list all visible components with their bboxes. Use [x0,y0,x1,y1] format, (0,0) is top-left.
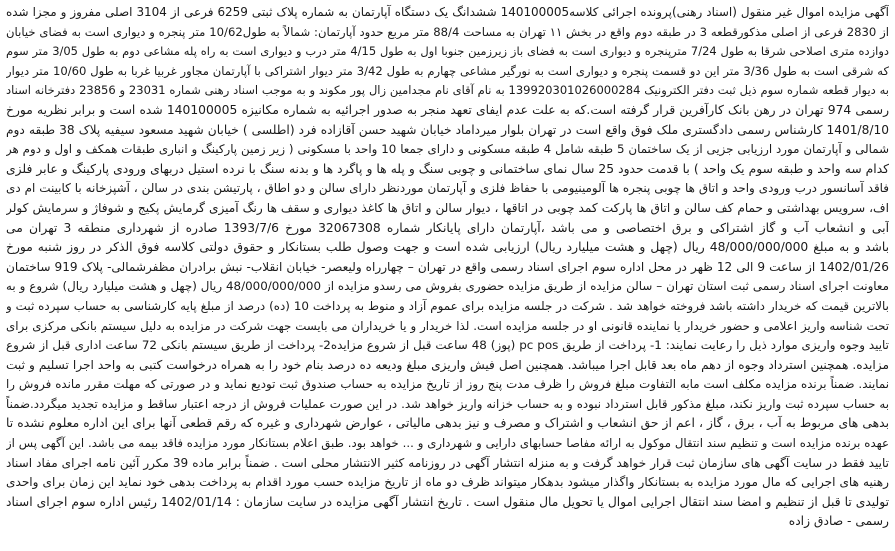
notice-line-13: باشد و به مبلغ 48/000/000/000 ریال (چهل و هشت میلیارد ریال) ارزیابی شده است و جهت وصول طلب بستانکار و حقوق دولتی کلاسه فوق الذکر در روز شنبه مورخ [6,240,889,255]
notice-line-14: 1402/01/26 از ساعت 9 الی 12 ظهر در محل اداره سوم اجرای اسناد رسمی واقع در تهران – چهارراه ولیعصر- خیابان انقلاب- نبش برادران مظفرشمالی- پلاک 919 ساختمان [6,259,889,274]
notice-line-26: تولیدی تا قبل از تنظیم و امضا سند انتقال اجرایی اموال یا تحویل مال منقول است . تاریخ انتشار آگهی مزایده در سایت سازمان : 1402/01/14 رئیس اداره سوم اجرای اسناد [6,494,889,509]
notice-line-15: معاونت اجرای اسناد رسمی ثبت استان تهران – سالن مزایده از طریق مزایده حضوری بفروش می رسدو مزایده از 48/000/000/000 ریال (چهل و هشت میلیارد ریال) شروع و به [6,279,889,294]
notice-line-1: آگهی مزایده اموال غیر منقول (اسناد رهنی)پرونده اجرائی کلاسه140100005 ششدانگ یک دستگاه آپارتمان به شماره پلاک ثبتی 6259 فرعی از 3104 اصلی مفروز و مجزا شده [6,5,889,19]
notice-line-23: عهده برنده مزایده است و تنظیم سند انتقال موکول به ارائه مفاصا حسابهای دارایی و شهرداری و ... خواهد بود. طبق اعلام بستانکار مورد مزایده فاقد بیمه می باشد. این آگهی پس از [6,436,889,451]
notice-line-10: فاقد آسانسور درب ورودی واحد و اتاق ها چوبی پنجره ها آلومینیومی با حفاظ فلزی و آپارتمان موردنظر دارای سالن و دو اطاق ، پارتیشن بندی در سالن ، آشپزخانه با کابینت ام دی [6,181,889,196]
notice-line-16: بالاترین قیمت که خریدار داشته باشد فروخته خواهد شد . شرکت در جلسه مزایده برای عموم آزاد و منوط به پرداخت 10 (ده) درصد از مبلغ پایه کارشناسی به حساب سپرده ثبت و [6,298,889,313]
notice-line-5: به دیوار قطعه شماره سوم ذیل ثبت دفتر الکترونیک 139920301026000284 به نام آقای نام مجدامین زال پور مکوند و به موجب اسناد رهنی شماره 23031 و 23856 دفترخانه اسناد [6,83,889,98]
notice-line-20: نمایند. ضمناً برنده مزایده مکلف است مابه التفاوت مبلغ فروش را ظرف مدت پنج روز از تاریخ مزایده به حساب صندوق ثبت تودیع نماید و در صورتی که مهلت مقرر مانده فروش را [6,377,889,392]
notice-line-19: مزایده. همچنین استرداد وجوه از دهم ماه بعد قابل اجرا میباشد. همچنین اصل فیش واریزی مبلغ ودیعه ده درصد بنام خود را به همراه درخواست کتبی به واحد اجرا تسلیم و ثبت [6,357,889,372]
notice-line-7: 1401/8/10 کارشناس رسمی دادگستری ملک فوق واقع است در تهران بلوار میرداماد خیابان شهید حسن آقازاده فرد (اطلسی ) خیابان شهید مسعود سیفیه پلاک 38 طبقه دوم [6,122,889,137]
notice-line-25: رهنیه های اجرایی که مال مورد مزایده به بستانکار واگذار میشود بدهکار میتواند ظرف دو ماه از تاریخ مزایده حسب مورد اقدام به پرداخت بدهی خود نماید این زمان برای واحدی [6,475,889,490]
notice-line-11: اف، سرویس بهداشتی و حمام کف سالن و اتاق ها پارکت کمد چوبی در اتاقها ، دیوار سالن و اتاق ها کاغذ دیواری و سقف ها رنگ آمیزی گرمایش پکیج و شوفاژ و سرمایش کولر [6,200,889,215]
notice-line-24: تایید فقط در سایت آگهی های سازمان ثبت قرار خواهد گرفت و به منزله انتشار آگهی در روزنامه کثیر الانتشار محلی است . ضمناً برابر ماده 39 مکرر آئین نامه اجرای مفاد اسناد [6,455,889,470]
notice-line-9: کدام سه واحد و طبقه سوم یک واحد ) با قدمت حدود 25 سال نمای ساختمانی و چوبی سنگ و پله ها و پاگرد ها و بدنه سنگ با نرده استیل دربهای ورودی پارکینگ و عابر فلزی [6,161,889,176]
notice-line-6: رسمی 974 تهران در رهن بانک کارآفرین قرار گرفته است.که به علت عدم ایفای تعهد منجر به صدور اجرائیه به شماره مکانیزه 140100005 شده است و برابر نظریه مورخ [6,102,889,117]
notice-line-12: آبی و انشعاب آب و گاز اشتراکی و برق اختصاصی و می باشد ،آپارتمان دارای پایانکار شماره 32067308 مورخ 1393/7/6 صادره از شهرداری منطقه 3 تهران می [6,220,889,235]
notice-line-21: به حساب سپرده ثبت واریز نکند، مبلغ مذکور قابل استرداد نبوده و به حساب خزانه واریز خواهد شد. در این صورت عملیات فروش از درجه اعتبار ساقط و مزایده تجدید میگردد.ضمناً [6,396,889,411]
notice-line-18: تایید وجوه واریزی موارد ذیل را رعایت نمایند: 1- پرداخت از طریق pc pos (پوز) 48 ساعت قبل از شروع مزایده2- پرداخت از طریق سیستم بانکی 72 ساعت اداری قبل از شروع [6,338,889,353]
notice-line-2: از 2830 فرعی از اصلی مذکورقطعه 3 در طبقه دوم واقع در بخش ۱۱ تهران به مساحت 88/4 متر مربع حدود آپارتمان: شمالاً به طول10/62 متر پنجره و دیواری است به فضای خیابان [6,24,889,39]
notice-line-8: شمالی و آپارتمان مورد ارزیابی جزیی از یک ساختمان 5 طبقه شامل 4 طبقه مسکونی و دارای جمعا 10 واحد با مسکونی ( زیر زمین پارکینگ و انباری طبقات همکف و اول و دوم هر [6,142,889,157]
notice-line-27-signature: رسمی - صادق زاده [788,514,889,529]
notice-line-4: که شرقی است به طول 3/36 متر این دو قسمت پنجره و دیواری است به نورگیر مشاعی چهارم به طول 3/42 متر دیوار اشتراکی با آپارتمان مجاور غربیا غربا به طول 10/60 متر دیوار [6,63,889,78]
notice-line-22: بدهی های مربوط به آب ، برق ، گاز ، اعم از حق انشعاب و اشتراک و مصرف و نیز بدهی مالیاتی ، عوارض شهرداری و غیره که رقم قطعی آنها برای این اداره معلوم نشده تا [6,416,889,431]
notice-line-17: تحت شناسه واریز اعلامی و حضور خریدار یا نماینده قانونی او در جلسه مزایده است. لذا خریدار و یا خریداران می بایست جهت شرکت در مزایده به دلیل سیستم بانکی مرکزی برای [6,318,889,333]
notice-line-3: دوازده متری اصلاحی شرقا به طول 7/24 مترپنجره و دیواری است به فضای باز زیرزمین جنوبا اول به طول 4/15 متر درب و دیواری است به راه پله مشاعی دوم به طول 3/05 متر سوم [6,44,889,59]
